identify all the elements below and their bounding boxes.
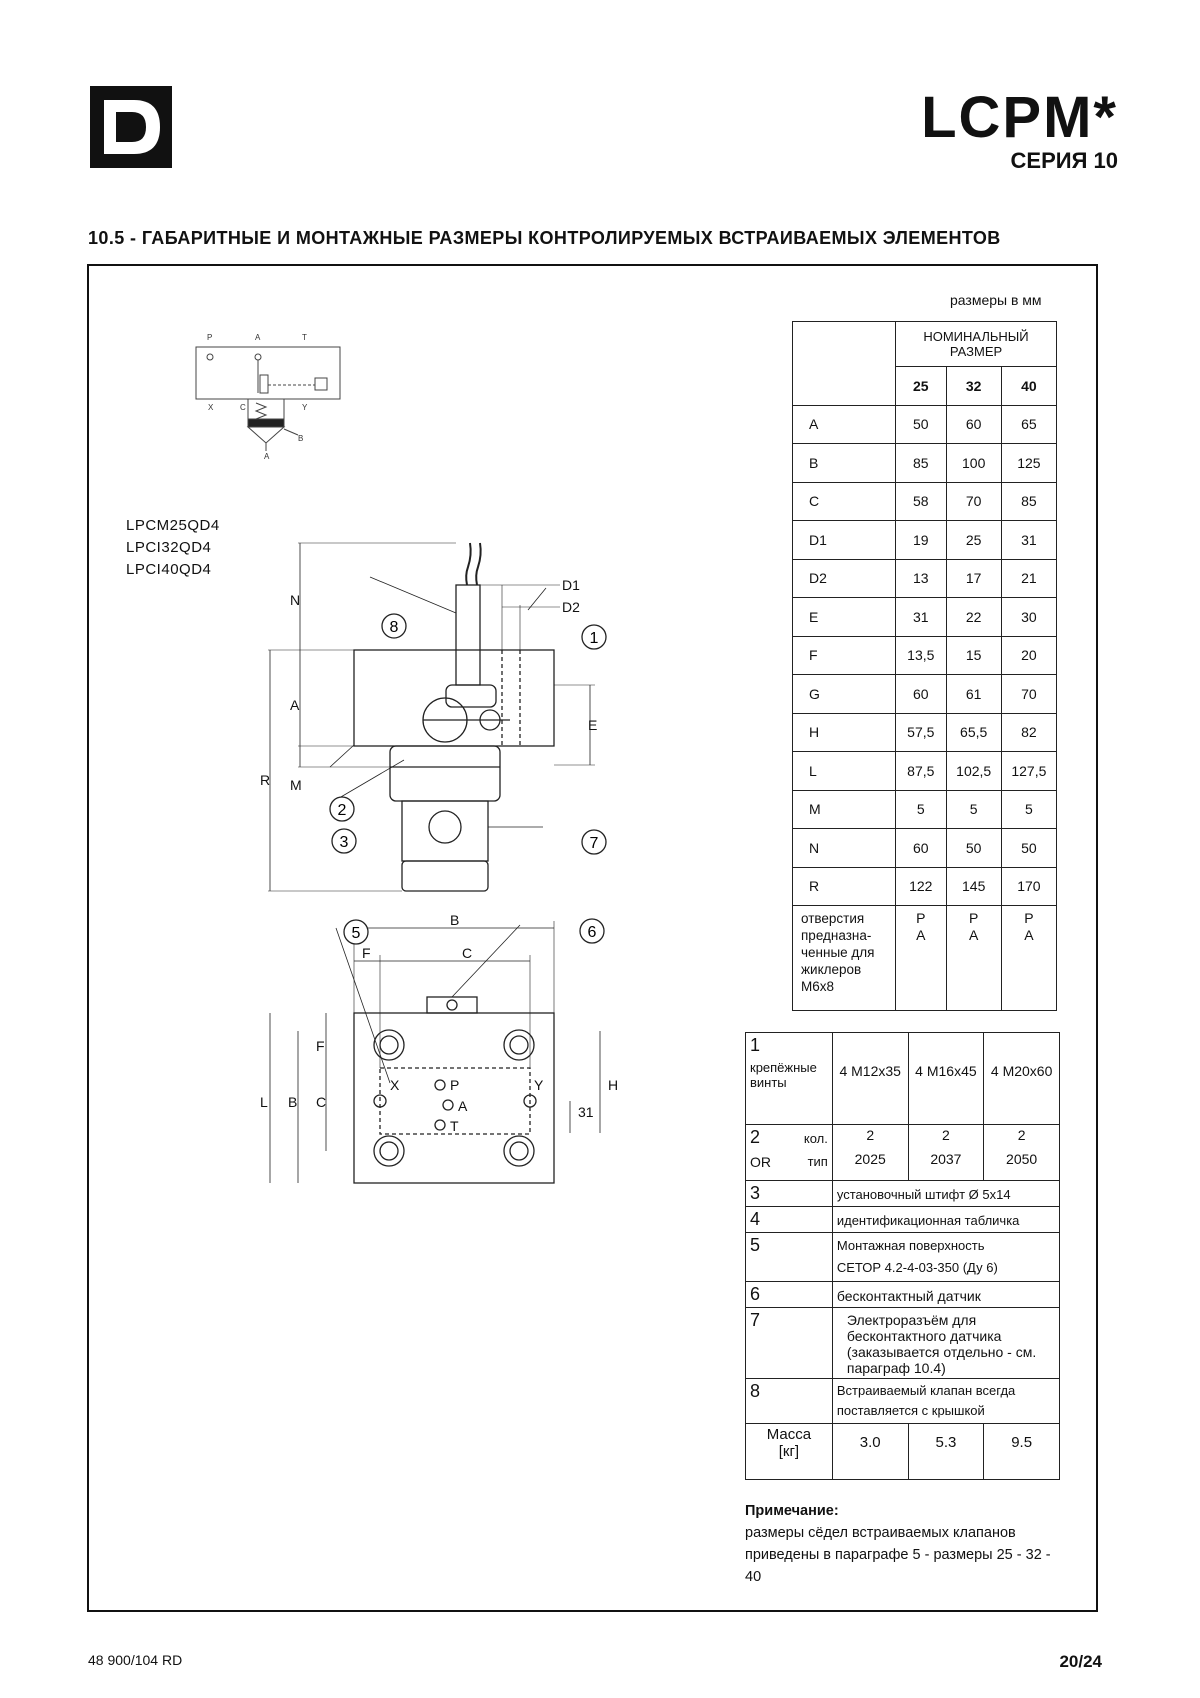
dim-label: L (260, 1094, 268, 1110)
size-header: 40 (1001, 367, 1056, 406)
cell: 102,5 (946, 752, 1001, 791)
cell: 3.0 (832, 1424, 908, 1480)
cell: P A (896, 906, 947, 1011)
part-text: Электроразъём для бесконтактного датчика (заказывается отдельно - см. параграф 10.4) (832, 1308, 1059, 1379)
table-row (793, 636, 1057, 675)
cell: 31 (896, 598, 947, 637)
part-text: установочный штифт Ø 5x14 (832, 1181, 1059, 1207)
table-row (746, 1308, 1060, 1379)
table-cell (793, 322, 896, 406)
callout-5: 5 (351, 925, 361, 942)
cell: 2 (866, 1127, 875, 1143)
table-row (746, 1282, 1060, 1308)
table-row (793, 405, 1057, 444)
doc-number: 48 900/104 RD (88, 1652, 183, 1668)
cell: 2025 (854, 1151, 886, 1167)
part-text: идентификационная табличка (832, 1207, 1059, 1233)
table-row (746, 1033, 1060, 1125)
cell: 2050 (1006, 1151, 1038, 1167)
cell: 100 (946, 444, 1001, 483)
table-row (746, 1379, 1060, 1424)
callout-2: 2 (337, 802, 347, 819)
row-label: C (793, 482, 896, 521)
dim-label: 31 (578, 1104, 594, 1120)
cell: P A (946, 906, 1001, 1011)
section-title: 10.5 - ГАБАРИТНЫЕ И МОНТАЖНЫЕ РАЗМЕРЫ КОНТРОЛИРУЕМЫХ ВСТРАИВАЕМЫХ ЭЛЕМЕНТОВ (88, 228, 1001, 248)
dim-label: B (288, 1094, 298, 1110)
callout-3: 3 (339, 834, 349, 851)
cell: 22 (946, 598, 1001, 637)
part-text: Монтажная поверхность (836, 1238, 985, 1253)
dim-label: M (290, 777, 302, 793)
note-title: Примечание: (745, 1503, 839, 1519)
cell: 50 (896, 405, 947, 444)
connector-body (456, 585, 480, 685)
cell: 60 (896, 829, 947, 868)
table-row (793, 906, 1057, 1011)
cell: 5.3 (908, 1424, 984, 1480)
part-text: СЕТОР 4.2-4-03-350 (Ду 6) (836, 1260, 998, 1275)
part-number: 7 (746, 1308, 833, 1379)
table-row (793, 675, 1057, 714)
row-label: F (793, 636, 896, 675)
dim-label: C (462, 945, 473, 961)
page-number: 20/24 (1059, 1652, 1102, 1671)
cell: 85 (1001, 482, 1056, 521)
valve-port (429, 811, 461, 843)
cell: 20 (1001, 636, 1056, 675)
cell: 82 (1001, 713, 1056, 752)
mounting-hole (504, 1030, 534, 1060)
table-row (793, 752, 1057, 791)
cell: 122 (896, 867, 947, 906)
mounting-hole (374, 1030, 404, 1060)
table-row (746, 1125, 1060, 1181)
cell: 4 M12x35 (832, 1033, 908, 1125)
cell: 125 (1001, 444, 1056, 483)
part-number: 8 (746, 1379, 833, 1424)
table-row (793, 790, 1057, 829)
dimensions-table (792, 321, 1057, 1011)
table-cell (746, 1125, 833, 1181)
note-text: размеры сёдел встраиваемых клапанов приведены в параграфе 5 - размеры 25 - 32 - 40 (745, 1525, 1051, 1585)
part-label: крепёжные винты (750, 1060, 817, 1090)
dim-label: C (316, 1094, 327, 1110)
sensor-cable (466, 543, 470, 585)
dim-label: R (260, 772, 271, 788)
cell: 70 (946, 482, 1001, 521)
cell: 5 (896, 790, 947, 829)
row-label: L (793, 752, 896, 791)
port-label: X (390, 1077, 400, 1093)
cell: 13 (896, 559, 947, 598)
part-text: бесконтактный датчик (832, 1282, 1059, 1308)
cell: 65 (1001, 405, 1056, 444)
hydraulic-schematic (180, 325, 380, 465)
table-row (746, 1233, 1060, 1282)
cell: 30 (1001, 598, 1056, 637)
product-code: LCPM* (921, 85, 1118, 150)
cell: 145 (946, 867, 1001, 906)
cover-body (354, 650, 554, 746)
dim-label: A (290, 697, 300, 713)
cell: 2 (942, 1127, 950, 1143)
schematic-label: P (207, 333, 213, 342)
callout-1: 1 (589, 630, 599, 647)
port-label: P (450, 1077, 460, 1093)
table-row (793, 559, 1057, 598)
schematic-label: A (255, 333, 261, 342)
table-cell (746, 1033, 833, 1125)
cell: 2037 (930, 1151, 962, 1167)
note-block (745, 1500, 1065, 1588)
sensor-symbol (315, 378, 327, 390)
size-header: 32 (946, 367, 1001, 406)
mass-unit: [кг] (778, 1443, 800, 1460)
valve-cartridge-body (402, 801, 488, 861)
row-label: M (793, 790, 896, 829)
callout-6: 6 (587, 924, 597, 941)
table-cell (832, 1233, 1059, 1282)
row-label: G (793, 675, 896, 714)
model-code: LPCM25QD4 (126, 517, 220, 534)
row-label: N (793, 829, 896, 868)
cell: 9.5 (984, 1424, 1060, 1480)
schematic-label: T (302, 333, 307, 342)
row-label: A (793, 405, 896, 444)
table-cell (832, 1125, 908, 1181)
cell: 21 (1001, 559, 1056, 598)
row-label: D1 (793, 521, 896, 560)
cell: 5 (946, 790, 1001, 829)
table-row (793, 482, 1057, 521)
cell: 50 (1001, 829, 1056, 868)
cell: 170 (1001, 867, 1056, 906)
cell: 4 M16x45 (908, 1033, 984, 1125)
table-row (793, 867, 1057, 906)
part-number: 2 (750, 1127, 761, 1147)
qty-label: кол. (803, 1131, 828, 1146)
dim-label: N (290, 592, 301, 608)
part-number: 6 (746, 1282, 833, 1308)
schematic-label: Y (302, 403, 308, 412)
table-row (793, 322, 1057, 367)
table-row (793, 444, 1057, 483)
cell: 50 (946, 829, 1001, 868)
port-p (207, 354, 213, 360)
mounting-hole (504, 1136, 534, 1166)
row-label: B (793, 444, 896, 483)
parts-table (745, 1032, 1060, 1480)
dim-label: F (316, 1038, 325, 1054)
row-label: E (793, 598, 896, 637)
model-code: LPCI40QD4 (126, 561, 212, 578)
schematic-label: C (240, 403, 246, 412)
type-label: тип (807, 1154, 828, 1169)
callout-7: 8 (389, 619, 399, 636)
table-cell (984, 1125, 1060, 1181)
schematic-label: A (264, 452, 270, 461)
table-row (746, 1207, 1060, 1233)
holes-label: отверстия предназна-ченные для жиклеров М6х8 (793, 906, 896, 1011)
port-a (255, 354, 261, 360)
cell: 4 M20x60 (984, 1033, 1060, 1125)
schematic-label: B (298, 434, 304, 443)
cell: 127,5 (1001, 752, 1056, 791)
duplomatic-logo (90, 86, 172, 168)
mass-label: Масса (766, 1426, 812, 1443)
cell: 87,5 (896, 752, 947, 791)
dim-label: D1 (562, 577, 580, 593)
callout-8: 7 (589, 835, 599, 852)
table-row (746, 1181, 1060, 1207)
model-list (126, 515, 220, 581)
dim-label: B (450, 912, 460, 928)
port-label: T (450, 1118, 459, 1134)
part-number: 1 (750, 1035, 761, 1055)
cell: 5 (1001, 790, 1056, 829)
dim-label: H (608, 1077, 619, 1093)
dim-label: E (588, 717, 598, 733)
cell: P A (1001, 906, 1056, 1011)
cell: 13,5 (896, 636, 947, 675)
cell: 25 (946, 521, 1001, 560)
or-label: OR (750, 1154, 771, 1170)
cell: 65,5 (946, 713, 1001, 752)
schematic-label: X (208, 403, 214, 412)
dim-label: D2 (562, 599, 580, 615)
cell: 57,5 (896, 713, 947, 752)
dimension-drawing (260, 535, 670, 1235)
table-row (793, 829, 1057, 868)
cell: 31 (1001, 521, 1056, 560)
cell: 2 (1017, 1127, 1026, 1143)
mounting-hole (374, 1136, 404, 1166)
part-number: 5 (746, 1233, 833, 1282)
cell: 60 (946, 405, 1001, 444)
row-label: D2 (793, 559, 896, 598)
row-label: H (793, 713, 896, 752)
table-row (746, 1424, 1060, 1480)
port-label: Y (534, 1077, 544, 1093)
table-row (793, 521, 1057, 560)
units-note: размеры в мм (950, 292, 1042, 308)
table-cell (746, 1424, 833, 1480)
model-code: LPCI32QD4 (126, 539, 212, 556)
part-number: 4 (746, 1207, 833, 1233)
cell: 15 (946, 636, 1001, 675)
valve-cartridge-top (390, 746, 500, 801)
table-row (793, 713, 1057, 752)
cell: 85 (896, 444, 947, 483)
cell: 61 (946, 675, 1001, 714)
table-row (793, 598, 1057, 637)
cell: 17 (946, 559, 1001, 598)
part-text: Встраиваемый клапан всегда поставляется с крышкой (832, 1379, 1059, 1424)
part-number: 3 (746, 1181, 833, 1207)
size-header: 25 (896, 367, 947, 406)
port-label: A (458, 1098, 468, 1114)
dim-label: F (362, 945, 371, 961)
row-label: R (793, 867, 896, 906)
table-cell (908, 1125, 984, 1181)
cell: 19 (896, 521, 947, 560)
cell: 70 (1001, 675, 1056, 714)
product-header (921, 85, 1118, 174)
cell: 58 (896, 482, 947, 521)
cell: 60 (896, 675, 947, 714)
product-series: СЕРИЯ 10 (1010, 148, 1118, 173)
top-view-body (354, 1013, 554, 1183)
nominal-size-header: НОМИНАЛЬНЫЙ РАЗМЕР (896, 322, 1057, 367)
